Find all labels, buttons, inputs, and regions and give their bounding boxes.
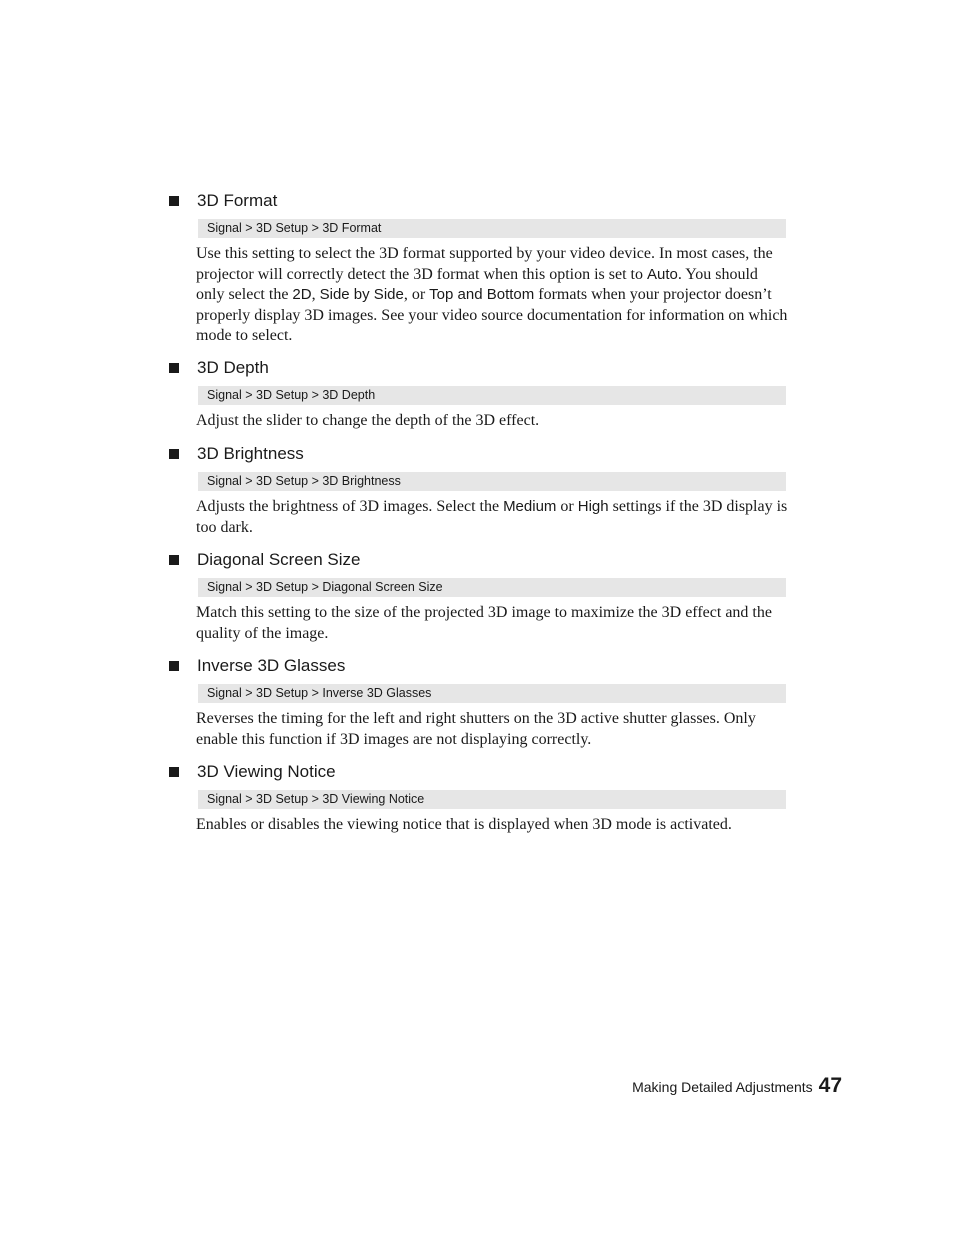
- menu-path-bar: Signal > 3D Setup > Diagonal Screen Size: [198, 578, 786, 597]
- body-text-run: Reverses the timing for the left and right shutters on the 3D active shutter glasses. Only enable this function if 3D images are not displaying correctly.: [196, 710, 756, 748]
- menu-path-bar: Signal > 3D Setup > 3D Viewing Notice: [198, 790, 786, 809]
- ui-setting-term: High: [577, 498, 609, 515]
- ui-setting-term: Side by Side: [319, 286, 404, 303]
- heading-text: 3D Depth: [197, 358, 269, 377]
- ui-setting-term: Medium: [503, 498, 557, 515]
- section-3d-format: [168, 190, 786, 347]
- heading-text: Diagonal Screen Size: [197, 550, 361, 569]
- menu-path-bar: Signal > 3D Setup > 3D Depth: [198, 386, 786, 405]
- section-body: [196, 603, 788, 644]
- body-text-run: Adjusts the brightness of 3D images. Select the: [196, 498, 504, 515]
- body-text-run: , or: [403, 286, 430, 303]
- section-heading: [168, 761, 786, 783]
- section-heading: [168, 443, 786, 465]
- square-bullet-icon: [169, 661, 179, 671]
- footer-chapter-title: Making Detailed Adjustments: [632, 1079, 813, 1095]
- section-body: [196, 815, 788, 836]
- square-bullet-icon: [169, 449, 179, 459]
- section-body: [196, 709, 788, 750]
- body-text-run: Enables or disables the viewing notice that is displayed when 3D mode is activated.: [196, 816, 732, 833]
- section-heading: [168, 190, 786, 212]
- section-heading: [168, 357, 786, 379]
- body-text-run: settings if the 3D display is too dark.: [196, 498, 788, 536]
- heading-text: 3D Viewing Notice: [197, 762, 336, 781]
- section-diagonal-screen-size: [168, 549, 786, 644]
- square-bullet-icon: [169, 767, 179, 777]
- body-text-run: Match this setting to the size of the projected 3D image to maximize the 3D effect and the quality of the image.: [196, 604, 772, 642]
- ui-setting-term: 2D: [292, 286, 312, 303]
- page-number: 47: [818, 1074, 842, 1097]
- menu-path-bar: Signal > 3D Setup > Inverse 3D Glasses: [198, 684, 786, 703]
- page-footer: [632, 1074, 842, 1098]
- square-bullet-icon: [169, 555, 179, 565]
- section-body: [196, 497, 788, 538]
- square-bullet-icon: [169, 196, 179, 206]
- body-text-run: . You should only select the: [196, 265, 758, 303]
- section-body: [196, 411, 788, 432]
- menu-path-bar: Signal > 3D Setup > 3D Format: [198, 219, 786, 238]
- body-text-run: Use this setting to select the 3D format supported by your video device. In most cases, the projector will correctly detect the 3D format when this option is set to: [196, 245, 773, 283]
- heading-text: 3D Format: [197, 191, 278, 210]
- section-3d-brightness: [168, 443, 786, 538]
- heading-text: Inverse 3D Glasses: [197, 656, 346, 675]
- heading-text: 3D Brightness: [197, 444, 304, 463]
- section-heading: [168, 655, 786, 677]
- section-heading: [168, 549, 786, 571]
- section-3d-viewing-notice: [168, 761, 786, 836]
- body-text-run: ,: [311, 286, 320, 303]
- body-text-run: Adjust the slider to change the depth of the 3D effect.: [196, 412, 540, 429]
- section-body: [196, 244, 788, 347]
- menu-path-bar: Signal > 3D Setup > 3D Brightness: [198, 472, 786, 491]
- body-text-run: formats when your projector doesn’t properly display 3D images. See your video source documentation for information on which mode to select.: [196, 286, 788, 344]
- section-3d-depth: [168, 357, 786, 432]
- section-inverse-3d-glasses: [168, 655, 786, 750]
- ui-setting-term: Auto: [647, 265, 678, 283]
- body-text-run: or: [556, 498, 578, 515]
- ui-setting-term: Top and Bottom: [429, 286, 535, 303]
- square-bullet-icon: [169, 363, 179, 373]
